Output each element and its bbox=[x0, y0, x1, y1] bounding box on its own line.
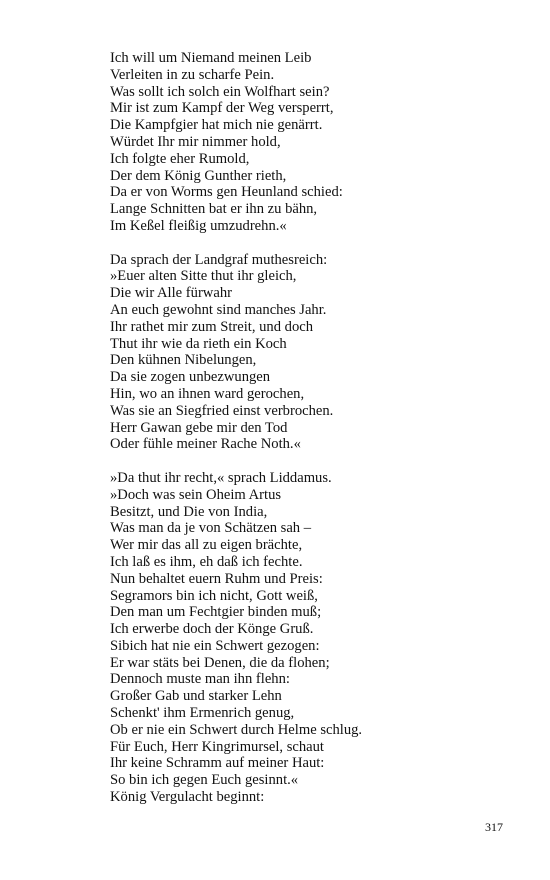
verse-line: Was sie an Siegfried einst verbrochen. bbox=[110, 402, 334, 419]
verse-line: Lange Schnitten bat er ihn zu bähn, bbox=[110, 201, 318, 218]
verse-line: Ihr rathet mir zum Streit, und doch bbox=[110, 318, 314, 335]
verse-line: Im Keßel fleißig umzudrehn.« bbox=[110, 217, 287, 234]
poem-text bbox=[110, 50, 510, 823]
verse-line: Ob er nie ein Schwert durch Helme schlug. bbox=[110, 721, 363, 738]
verse-line: Sibich hat nie ein Schwert gezogen: bbox=[110, 637, 320, 654]
verse-line: »Euer alten Sitte thut ihr gleich, bbox=[110, 268, 297, 285]
page-number: 317 bbox=[485, 820, 503, 834]
verse-line: Ich folgte eher Rumold, bbox=[110, 150, 250, 167]
verse-line: Ich laß es ihm, eh daß ich fechte. bbox=[110, 553, 303, 570]
verse-line: So bin ich gegen Euch gesinnt.« bbox=[110, 772, 299, 789]
verse-line: Oder fühle meiner Rache Noth.« bbox=[110, 436, 301, 453]
verse-line: Er war stäts bei Denen, die da flohen; bbox=[110, 654, 330, 671]
verse-line: Die Kampfgier hat mich nie genärrt. bbox=[110, 117, 323, 134]
verse-line: Besitzt, und Die von India, bbox=[110, 503, 268, 520]
stanza bbox=[110, 470, 510, 806]
verse-line: Wer mir das all zu eigen brächte, bbox=[110, 537, 303, 554]
verse-line: Hin, wo an ihnen ward gerochen, bbox=[110, 385, 305, 402]
verse-line: Da er von Worms gen Heunland schied: bbox=[110, 184, 343, 201]
verse-line: Den man um Fechtgier binden muß; bbox=[110, 604, 322, 621]
stanza bbox=[110, 252, 510, 454]
verse-line: Nun behaltet euern Ruhm und Preis: bbox=[110, 570, 323, 587]
verse-line: An euch gewohnt sind manches Jahr. bbox=[110, 301, 327, 318]
verse-line: Die wir Alle fürwahr bbox=[110, 285, 232, 302]
verse-line: Da sie zogen unbezwungen bbox=[110, 369, 271, 386]
verse-line: Mir ist zum Kampf der Weg versperrt, bbox=[110, 100, 334, 117]
verse-line: Ich erwerbe doch der Könge Gruß. bbox=[110, 621, 314, 638]
verse-line: Großer Gab und starker Lehn bbox=[110, 688, 282, 705]
verse-line: Schenkt' ihm Ermenrich genug, bbox=[110, 705, 295, 722]
verse-line: Was man da je von Schätzen sah – bbox=[110, 520, 312, 537]
verse-line: Segramors bin ich nicht, Gott weiß, bbox=[110, 587, 318, 604]
verse-line: Herr Gawan gebe mir den Tod bbox=[110, 419, 288, 436]
stanza bbox=[110, 50, 510, 235]
verse-line: Thut ihr wie da rieth ein Koch bbox=[110, 335, 287, 352]
verse-line: Da sprach der Landgraf muthesreich: bbox=[110, 251, 328, 268]
verse-line: Würdet Ihr mir nimmer hold, bbox=[110, 133, 281, 150]
verse-line: Dennoch muste man ihn flehn: bbox=[110, 671, 290, 688]
verse-line: »Doch was sein Oheim Artus bbox=[110, 486, 282, 503]
verse-line: König Vergulacht beginnt: bbox=[110, 789, 265, 806]
verse-line: Ihr keine Schramm auf meiner Haut: bbox=[110, 755, 325, 772]
verse-line: Den kühnen Nibelungen, bbox=[110, 352, 257, 369]
verse-line: Ich will um Niemand meinen Leib bbox=[110, 50, 312, 66]
verse-line: Was sollt ich solch ein Wolfhart sein? bbox=[110, 83, 330, 100]
verse-line: Der dem König Gunther rieth, bbox=[110, 167, 287, 184]
verse-line: Verleiten in zu scharfe Pein. bbox=[110, 66, 275, 83]
verse-line: »Da thut ihr recht,« sprach Liddamus. bbox=[110, 469, 332, 486]
verse-line: Für Euch, Herr Kingrimursel, schaut bbox=[110, 738, 324, 755]
